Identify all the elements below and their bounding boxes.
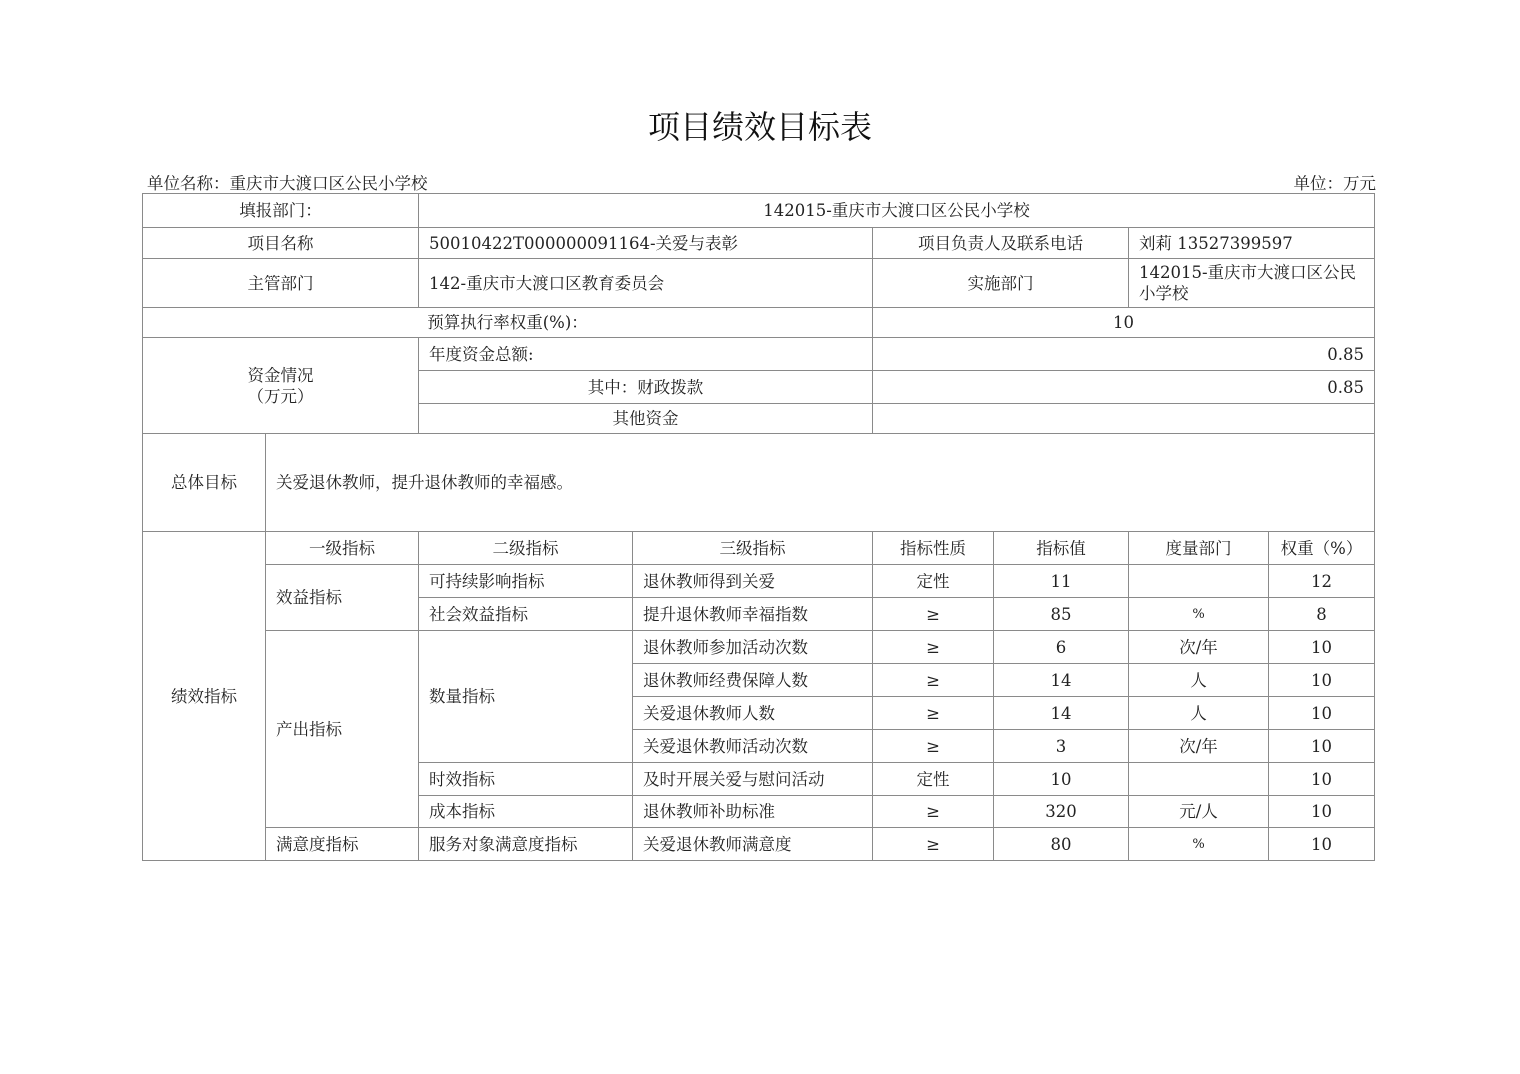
indicator-name: 关爱退休教师人数 [633, 697, 873, 730]
indicator-unit [1129, 763, 1269, 796]
indicator-name: 关爱退休教师活动次数 [633, 730, 873, 763]
indicator-value: 14 [994, 697, 1129, 730]
indicator-value: 3 [994, 730, 1129, 763]
header-level1: 一级指标 [266, 532, 419, 565]
header-level3: 三级指标 [633, 532, 873, 565]
indicator-nature: ≥ [873, 631, 994, 664]
indicator-name: 及时开展关爱与慰问活动 [633, 763, 873, 796]
project-name-value: 50010422T000000091164-关爱与表彰 [419, 228, 873, 259]
contact-label: 项目负责人及联系电话 [873, 228, 1129, 259]
funds-label-line-2: （万元） [247, 386, 314, 406]
indicator-unit: 次/年 [1129, 730, 1269, 763]
indicator-unit [1129, 565, 1269, 598]
indicator-weight: 10 [1269, 631, 1375, 664]
budget-weight-row [143, 308, 1375, 338]
indicator-weight: 10 [1269, 796, 1375, 828]
indicator-nature: 定性 [873, 763, 994, 796]
indicator-weight: 8 [1269, 598, 1375, 631]
table-row [143, 631, 1375, 664]
unit-name-label: 单位名称： [147, 174, 230, 193]
fiscal-label: 其中：财政拨款 [419, 371, 873, 404]
indicator-unit: % [1129, 828, 1269, 861]
indicator-value: 320 [994, 796, 1129, 828]
perf-label: 绩效指标 [143, 532, 266, 861]
indicator-nature: ≥ [873, 697, 994, 730]
header-level2: 二级指标 [419, 532, 633, 565]
impl-label: 实施部门 [873, 259, 1129, 308]
unit-line [1294, 170, 1377, 194]
subgroup-timeliness: 时效指标 [419, 763, 633, 796]
impl-value: 142015-重庆市大渡口区公民小学校 [1129, 259, 1375, 308]
unit-value: 万元 [1343, 174, 1376, 193]
indicator-weight: 10 [1269, 828, 1375, 861]
indicator-name: 关爱退休教师满意度 [633, 828, 873, 861]
indicator-name: 退休教师得到关爱 [633, 565, 873, 598]
indicator-nature: ≥ [873, 828, 994, 861]
indicator-value: 14 [994, 664, 1129, 697]
subgroup-cost: 成本指标 [419, 796, 633, 828]
indicator-unit: 人 [1129, 664, 1269, 697]
indicator-nature: ≥ [873, 598, 994, 631]
contact-value: 刘莉 13527399597 [1129, 228, 1375, 259]
indicator-value: 11 [994, 565, 1129, 598]
project-name-row [143, 228, 1375, 259]
group-satisfaction: 满意度指标 [266, 828, 419, 861]
project-name-label: 项目名称 [143, 228, 419, 259]
header-weight: 权重（%） [1269, 532, 1375, 565]
indicator-weight: 10 [1269, 763, 1375, 796]
subgroup-service: 服务对象满意度指标 [419, 828, 633, 861]
indicator-value: 85 [994, 598, 1129, 631]
department-row [143, 259, 1375, 308]
report-dept-row [143, 194, 1375, 228]
indicator-unit: % [1129, 598, 1269, 631]
group-benefit: 效益指标 [266, 565, 419, 631]
indicator-nature: 定性 [873, 565, 994, 598]
indicator-header-row [143, 532, 1375, 565]
budget-weight-value: 10 [873, 308, 1375, 338]
overall-label: 总体目标 [143, 434, 266, 532]
indicator-value: 80 [994, 828, 1129, 861]
funds-label-line-1: 资金情况 [247, 365, 314, 385]
indicator-unit: 元/人 [1129, 796, 1269, 828]
indicator-weight: 10 [1269, 664, 1375, 697]
annual-total-value: 0.85 [873, 338, 1375, 371]
table-row [143, 565, 1375, 598]
unit-label: 单位： [1293, 174, 1343, 193]
overall-goal-row [143, 434, 1375, 532]
indicator-value: 6 [994, 631, 1129, 664]
subgroup-quantity: 数量指标 [419, 631, 633, 763]
indicator-unit: 人 [1129, 697, 1269, 730]
indicator-weight: 10 [1269, 730, 1375, 763]
indicator-nature: ≥ [873, 664, 994, 697]
performance-table [142, 193, 1375, 861]
annual-total-label: 年度资金总额: [419, 338, 873, 371]
budget-weight-label: 预算执行率权重(%)： [143, 308, 873, 338]
table-row [143, 828, 1375, 861]
indicator-nature: ≥ [873, 796, 994, 828]
unit-name-line [147, 170, 428, 194]
indicator-name: 提升退休教师幸福指数 [633, 598, 873, 631]
indicator-nature: ≥ [873, 730, 994, 763]
other-label: 其他资金 [419, 404, 873, 434]
page-title: 项目绩效目标表 [647, 108, 872, 146]
overall-value: 关爱退休教师，提升退休教师的幸福感。 [266, 434, 1375, 532]
header-unit: 度量部门 [1129, 532, 1269, 565]
fiscal-value: 0.85 [873, 371, 1375, 404]
indicator-weight: 12 [1269, 565, 1375, 598]
funds-total-row [143, 338, 1375, 371]
subgroup-sustain: 可持续影响指标 [419, 565, 633, 598]
header-value: 指标值 [994, 532, 1129, 565]
subgroup-social: 社会效益指标 [419, 598, 633, 631]
indicator-value: 10 [994, 763, 1129, 796]
unit-name-value: 重庆市大渡口区公民小学校 [229, 174, 428, 193]
funds-label [143, 338, 419, 434]
indicator-name: 退休教师参加活动次数 [633, 631, 873, 664]
indicator-name: 退休教师补助标准 [633, 796, 873, 828]
header-nature: 指标性质 [873, 532, 994, 565]
other-value [873, 404, 1375, 434]
supervisor-value: 142-重庆市大渡口区教育委员会 [419, 259, 873, 308]
report-dept-value: 142015-重庆市大渡口区公民小学校 [419, 194, 1375, 228]
indicator-weight: 10 [1269, 697, 1375, 730]
indicator-name: 退休教师经费保障人数 [633, 664, 873, 697]
group-output: 产出指标 [266, 631, 419, 828]
report-dept-label: 填报部门： [143, 194, 419, 228]
supervisor-label: 主管部门 [143, 259, 419, 308]
indicator-unit: 次/年 [1129, 631, 1269, 664]
